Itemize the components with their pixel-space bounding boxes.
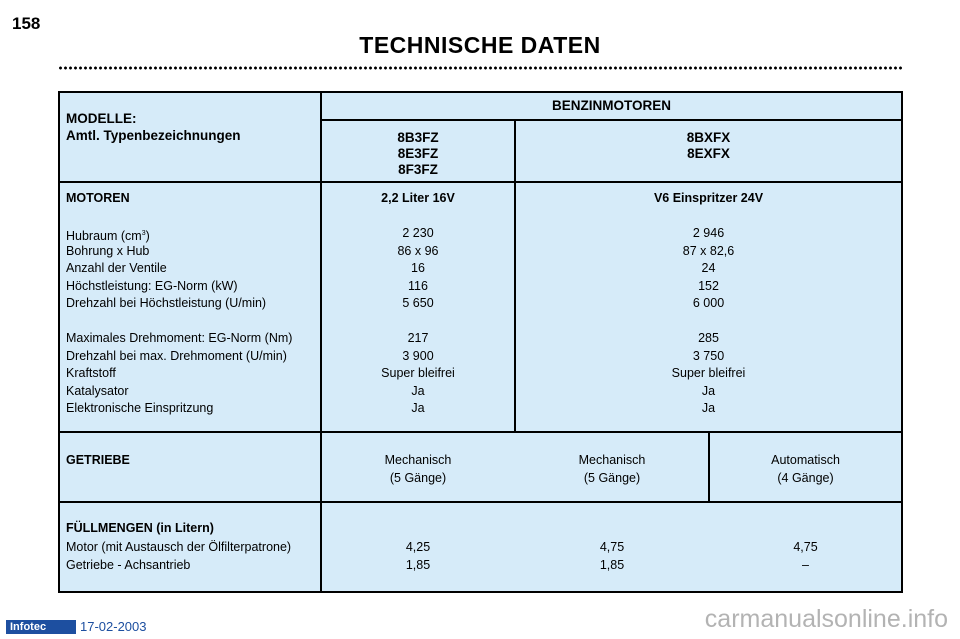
col1-code: 8B3FZ (397, 130, 439, 145)
col2-value: 152 (698, 278, 719, 293)
page-title: TECHNISCHE DATEN (359, 32, 601, 58)
table-row (60, 400, 901, 418)
row-label: Höchstleistung: EG-Norm (kW) (66, 278, 238, 293)
page-number: 158 (12, 14, 41, 33)
col1-value: 16 (411, 261, 425, 275)
col1-value: 4,25 (405, 540, 431, 554)
table-row (60, 225, 901, 243)
row-label: Hubraum $(cm^3)$ (66, 229, 150, 244)
row-divider-header (60, 181, 901, 183)
technical-data-table (58, 91, 903, 593)
row-divider-engine-group (320, 119, 901, 121)
type-designation-label: Amtl. Typenbezeichnungen (66, 128, 241, 143)
table-row (60, 348, 901, 366)
col2-value: Super bleifrei (671, 366, 746, 380)
row-label: Kraftstoff (66, 366, 116, 380)
col2-value: 6 000 (692, 296, 725, 310)
row-label: Katalysator (66, 383, 129, 398)
row-label: Drehzahl bei max. Drehmoment (U/min) (66, 348, 287, 363)
col2-value: 4,75 (599, 540, 625, 554)
motor-heading: MOTOREN (66, 191, 130, 205)
table-row (60, 278, 901, 296)
models-label: MODELLE: (66, 111, 137, 126)
col2-code: 8BXFX (686, 130, 731, 145)
col2-value: 87 x 82,6 (682, 243, 735, 258)
col1-value: 3 900 (402, 348, 434, 363)
motor-rows-a (60, 225, 901, 313)
col1-value: 1,85 (405, 558, 431, 572)
motor-rows-b (60, 330, 901, 418)
col1-value: Ja (411, 383, 425, 398)
col1-value: 2 230 (402, 226, 434, 240)
watermark: carmanualsonline.info (704, 605, 948, 633)
gearbox-type: Mechanisch (384, 453, 452, 467)
row-label: Getriebe - Achsantrieb (66, 558, 191, 572)
col2-value: 2 946 (692, 226, 725, 240)
table-row (60, 260, 901, 278)
getriebe-heading: GETRIEBE (66, 453, 130, 467)
col1-value: 217 (407, 331, 429, 345)
col2-code: 8EXFX (687, 146, 730, 161)
row-label: Motor (mit Austausch der Ölfilterpatrone) (66, 540, 292, 554)
col2-value: Ja (701, 401, 716, 415)
col1-value: Super bleifrei (381, 366, 455, 380)
col2-value: Ja (701, 383, 716, 398)
col1-value: 116 (408, 278, 428, 293)
table-row (60, 365, 901, 383)
col1-code: 8E3FZ (397, 146, 439, 161)
engine-group-label: BENZINMOTOREN (551, 98, 671, 113)
row-label: Maximales Drehmoment: EG-Norm (Nm) (66, 331, 293, 345)
row-label: Elektronische Einspritzung (66, 401, 214, 415)
col2-value: 1,85 (599, 558, 625, 572)
col1-value: 5 650 (402, 296, 434, 310)
table-row (60, 383, 901, 401)
gearbox-type: Mechanisch (578, 453, 646, 467)
col2-engine-heading: V6 Einspritzer 24V (653, 191, 764, 205)
row-label: Drehzahl bei Höchstleistung (U/min) (66, 296, 267, 310)
gearbox-gears: (4 Gänge) (777, 471, 834, 485)
table-row (60, 243, 901, 261)
col2-value: 285 (698, 331, 719, 345)
row-label: Anzahl der Ventile (66, 261, 167, 275)
col3-value: – (802, 558, 809, 572)
fuellmengen-heading: FÜLLMENGEN (in Litern) (66, 521, 214, 535)
gearbox-gears: (5 Gänge) (583, 471, 641, 485)
footer-date: 17-02-2003 (80, 619, 147, 634)
col1-code: 8F3FZ (398, 162, 438, 177)
col2-value: 24 (701, 261, 716, 275)
gearbox-gears: (5 Gänge) (389, 471, 447, 485)
col3-value: 4,75 (793, 540, 818, 554)
col1-value: Ja (411, 401, 425, 415)
row-divider-motor (60, 431, 901, 433)
dotted-divider (58, 66, 903, 70)
col2-value: 3 750 (692, 348, 725, 363)
row-divider-getriebe (60, 501, 901, 503)
table-row (60, 330, 901, 348)
col1-engine-heading: 2,2 Liter 16V (381, 191, 455, 205)
row-label: Bohrung x Hub (66, 243, 150, 258)
table-row (60, 295, 901, 313)
gearbox-type: Automatisch (771, 453, 840, 467)
col1-value: 86 x 96 (397, 243, 439, 258)
infotec-logo: Infotec (6, 620, 76, 634)
